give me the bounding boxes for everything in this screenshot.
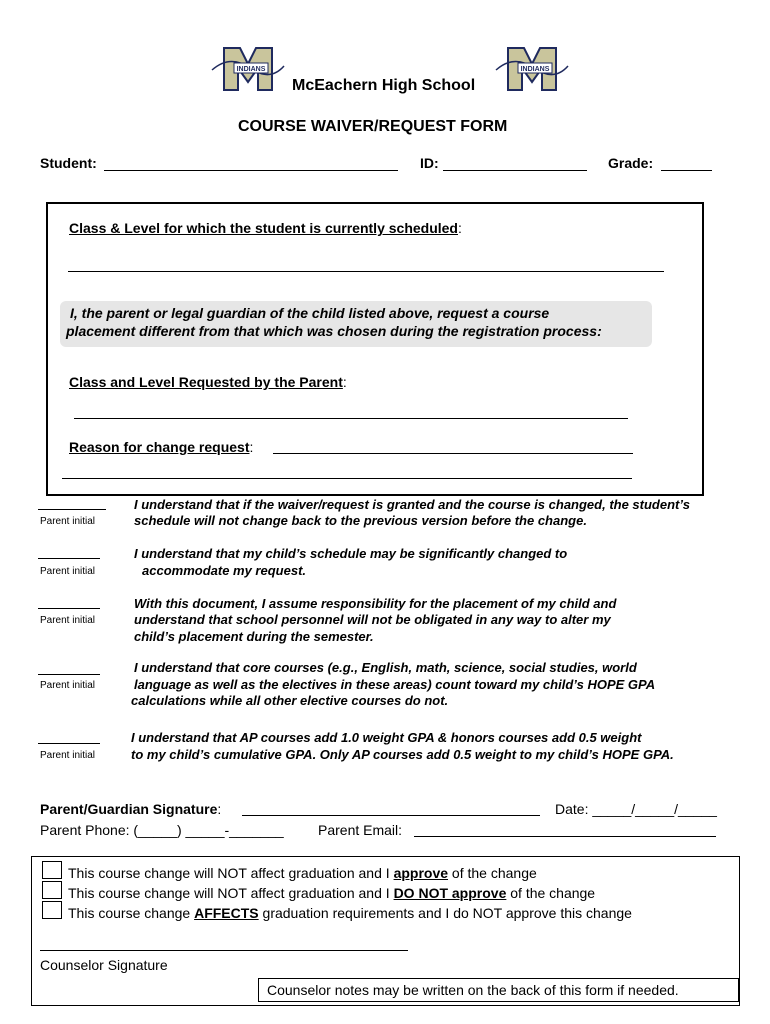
option-affects-post: graduation requirements and I do NOT approve this change xyxy=(258,905,632,921)
initial-text-3a: With this document, I assume responsibility for the placement of my child and xyxy=(134,596,617,611)
option-not-approve-post: of the change xyxy=(506,885,596,901)
student-field[interactable] xyxy=(104,170,398,171)
initial-label-1: Parent initial xyxy=(40,516,96,527)
option-not-approve-pre: This course change will NOT affect graduation and I xyxy=(68,885,394,901)
requested-field[interactable] xyxy=(74,418,628,419)
date-label[interactable]: Date: _____/_____/_____ xyxy=(555,801,717,817)
initial-label-5: Parent initial xyxy=(40,750,96,761)
initial-text-1b: schedule will not change back to the previous version before the change. xyxy=(134,513,587,528)
school-name: McEachern High School xyxy=(292,77,476,94)
parent-email-field[interactable] xyxy=(414,836,716,837)
affects-checkbox[interactable] xyxy=(42,901,62,919)
option-approve-pre: This course change will NOT affect graduation and I xyxy=(68,865,394,881)
initial-field-3[interactable] xyxy=(38,608,100,609)
reason-label: Reason for change request xyxy=(69,439,250,455)
current-class-field[interactable] xyxy=(68,271,664,272)
initial-label-4: Parent initial xyxy=(40,680,96,691)
reason-heading xyxy=(69,439,253,455)
initial-text-5b: to my child’s cumulative GPA. Only AP courses add 0.5 weight to my child’s HOPE GPA. xyxy=(131,747,674,762)
logo-text: INDIANS xyxy=(236,66,266,73)
parent-signature-field[interactable] xyxy=(242,815,540,816)
option-approve-key: approve xyxy=(393,865,449,881)
option-not-approve xyxy=(68,885,595,901)
current-class-label: Class & Level for which the student is currently scheduled xyxy=(69,220,458,236)
initial-text-2b: accommodate my request. xyxy=(142,563,307,578)
initial-field-5[interactable] xyxy=(38,743,100,744)
initial-text-4b: language as well as the electives in these areas) count toward my child’s HOPE GPA xyxy=(134,677,656,692)
option-approve-post: of the change xyxy=(448,865,537,881)
grade-field[interactable] xyxy=(661,170,712,171)
initial-text-5a: I understand that AP courses add 1.0 weight GPA & honors courses add 0.5 weight xyxy=(131,730,642,745)
school-logo-left xyxy=(210,44,286,94)
id-field[interactable] xyxy=(443,170,587,171)
initial-text-4a: I understand that core courses (e.g., English, math, science, social studies, world xyxy=(134,660,637,675)
initial-text-4c: calculations while all other elective courses do not. xyxy=(131,693,449,708)
initial-text-3b: understand that school personnel will not be obligated in any way to alter my xyxy=(134,612,611,627)
parent-signature-label: Parent/Guardian Signature xyxy=(40,801,218,817)
parent-signature-heading xyxy=(40,801,221,817)
id-label: ID: xyxy=(420,155,439,171)
parent-email-label: Parent Email: xyxy=(318,822,403,838)
logo-text: INDIANS xyxy=(520,66,550,73)
school-logo-right xyxy=(494,44,570,94)
parent-phone-label[interactable]: Parent Phone: (_____) _____-_______ xyxy=(40,822,284,838)
initial-field-4[interactable] xyxy=(38,674,100,675)
requested-colon: : xyxy=(342,374,347,390)
initial-label-2: Parent initial xyxy=(40,566,96,577)
current-class-colon: : xyxy=(458,220,462,236)
counselor-notes: Counselor notes may be written on the back of this form if needed. xyxy=(258,978,739,1002)
initial-label-3: Parent initial xyxy=(40,615,96,626)
counselor-signature-field[interactable] xyxy=(40,950,408,951)
initial-field-2[interactable] xyxy=(38,558,100,559)
option-not-approve-key: DO NOT approve xyxy=(393,885,507,901)
current-class-heading xyxy=(69,220,462,236)
initial-text-3c: child’s placement during the semester. xyxy=(134,629,374,644)
reason-field[interactable] xyxy=(273,453,633,454)
reason-field-2[interactable] xyxy=(62,478,632,479)
not-approve-checkbox[interactable] xyxy=(42,881,62,899)
option-affects xyxy=(68,905,632,921)
reason-colon: : xyxy=(249,439,254,455)
grade-label: Grade: xyxy=(608,155,654,171)
form-title: COURSE WAIVER/REQUEST FORM xyxy=(238,118,508,135)
student-label: Student: xyxy=(40,155,97,171)
option-approve xyxy=(68,865,537,881)
initial-text-1a: I understand that if the waiver/request is granted and the course is changed, the student’s xyxy=(134,497,690,512)
statement-line2: placement different from that which was chosen during the registration process: xyxy=(66,323,602,339)
approve-checkbox[interactable] xyxy=(42,861,62,879)
statement-line1: I, the parent or legal guardian of the child listed above, request a course xyxy=(70,305,550,321)
initial-text-2a: I understand that my child’s schedule may be significantly changed to xyxy=(134,546,568,561)
option-affects-key: AFFECTS xyxy=(194,905,259,921)
initial-field-1[interactable] xyxy=(38,509,106,510)
requested-label: Class and Level Requested by the Parent xyxy=(69,374,343,390)
option-affects-pre: This course change xyxy=(68,905,195,921)
requested-heading xyxy=(69,374,347,390)
counselor-signature-label: Counselor Signature xyxy=(40,957,168,973)
parent-signature-colon: : xyxy=(217,801,222,817)
